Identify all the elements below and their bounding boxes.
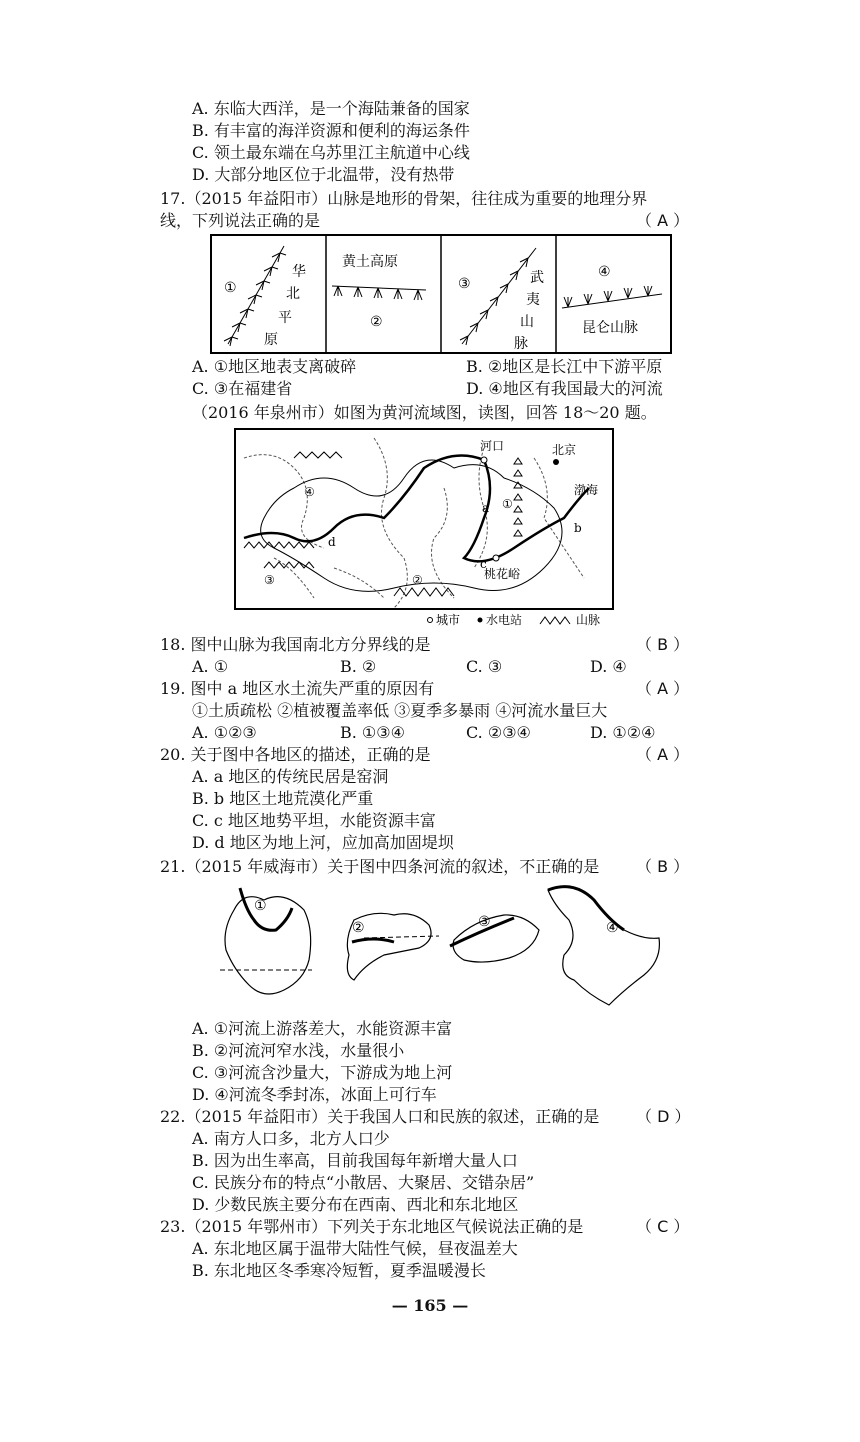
q19-option-a: A. ①②③: [192, 723, 257, 742]
q19-option-b: B. ①③④: [340, 723, 405, 742]
q18-option-d: D. ④: [590, 657, 627, 676]
four-rivers-figure: [214, 880, 670, 1010]
panel2-mountain-symbol: [332, 286, 426, 300]
panel1-label-3: 平: [278, 310, 292, 326]
mountain-symbols: [244, 452, 522, 596]
q20-answer: （ A ）: [636, 745, 690, 764]
q20-stem: 20. 关于图中各地区的描述，正确的是: [160, 745, 431, 764]
q23-stem: 23.（2015 年鄂州市）下列关于东北地区气候说法正确的是: [160, 1217, 584, 1236]
river-2: [352, 939, 394, 942]
label-beijing: 北京: [552, 443, 577, 457]
q22-stem: 22.（2015 年益阳市）关于我国人口和民族的叙述，正确的是: [160, 1107, 600, 1126]
yellow-river-map: [234, 428, 616, 632]
legend-mountain: 山脉: [576, 613, 601, 627]
label-bohai: 渤海: [574, 483, 599, 497]
beijing-city-dot: [553, 459, 559, 465]
province-3-outline: [450, 914, 539, 962]
q22-option-d: D. 少数民族主要分布在西南、西北和东北地区: [192, 1195, 519, 1214]
q17-stem-cont: 线，下列说法正确的是: [160, 211, 321, 230]
q18-option-c: C. ③: [466, 657, 503, 676]
q23-answer: （ C ）: [636, 1217, 690, 1236]
label-b: b: [574, 521, 582, 535]
q18-option-a: A. ①: [192, 657, 229, 676]
q17-answer: （ A ）: [636, 211, 690, 230]
group-intro: （2016 年泉州市）如图为黄河流域图，读图，回答 18～20 题。: [192, 403, 657, 422]
q16-option-a: A. 东临大西洋，是一个海陆兼备的国家: [192, 99, 470, 118]
label-a: a: [482, 501, 490, 515]
q17-option-d: D. ④地区有我国最大的河流: [466, 379, 663, 398]
legend-station-icon: [478, 618, 483, 623]
legend-mountain-icon: [540, 617, 570, 624]
q18-answer: （ B ）: [636, 635, 690, 654]
panel2-number: ②: [370, 314, 383, 330]
q17-option-c: C. ③在福建省: [192, 379, 293, 398]
q22-option-b: B. 因为出生率高，目前我国每年新增大量人口: [192, 1151, 518, 1170]
label-mountain-2: ②: [412, 573, 423, 587]
mountain-panels-figure: [210, 234, 672, 354]
legend-station: 水电站: [486, 613, 523, 627]
panel4-mountain-symbol: [562, 286, 662, 308]
river-3-label: ③: [478, 914, 491, 930]
q20-option-a: A. a 地区的传统民居是窑洞: [192, 767, 389, 786]
q23-option-b: B. 东北地区冬季寒冷短暂，夏季温暖漫长: [192, 1261, 486, 1280]
page-number: — 165 —: [391, 1296, 469, 1315]
panel3-number: ③: [458, 276, 471, 292]
q21-option-c: C. ③河流含沙量大，下游成为地上河: [192, 1063, 453, 1082]
panel3-label-4: 脉: [514, 336, 528, 352]
taohuayu-dot: [493, 555, 499, 561]
label-mountain-1: ①: [502, 497, 513, 511]
label-mountain-4: ④: [304, 485, 315, 499]
panel4-label: 昆仑山脉: [582, 320, 638, 336]
q16-option-c: C. 领土最东端在乌苏里江主航道中心线: [192, 143, 470, 162]
q19-answer: （ A ）: [636, 679, 690, 698]
panel4-number: ④: [598, 264, 611, 280]
q17-option-b: B. ②地区是长江中下游平原: [466, 357, 663, 376]
q19-option-d: D. ①②④: [590, 723, 656, 742]
panel1-number: ①: [224, 280, 237, 296]
q17-option-a: A. ①地区地表支离破碎: [192, 357, 357, 376]
label-c: c: [480, 557, 487, 571]
q21-option-d: D. ④河流冬季封冻，冰面上可行车: [192, 1085, 437, 1104]
q20-option-c: C. c 地区地势平坦，水能资源丰富: [192, 811, 436, 830]
legend-city: 城市: [436, 613, 461, 627]
q16-option-b: B. 有丰富的海洋资源和便利的海运条件: [192, 121, 470, 140]
province-4-outline: [548, 887, 659, 1005]
q20-option-b: B. b 地区土地荒漠化严重: [192, 789, 374, 808]
province-2-outline: [347, 913, 439, 980]
q22-answer: （ D ）: [636, 1107, 691, 1126]
q21-stem: 21.（2015 年威海市）关于图中四条河流的叙述，不正确的是: [160, 857, 600, 876]
label-d: d: [328, 535, 336, 549]
q22-option-c: C. 民族分布的特点“小散居、大聚居、交错杂居”: [192, 1173, 535, 1192]
panel1-mountain-symbol: [224, 246, 286, 346]
q21-option-a: A. ①河流上游落差大，水能资源丰富: [192, 1019, 453, 1038]
panel3-label-1: 武: [530, 270, 544, 286]
q18-option-b: B. ②: [340, 657, 377, 676]
q19-option-c: C. ②③④: [466, 723, 531, 742]
river-1-label: ①: [254, 898, 267, 914]
legend-city-icon: [428, 618, 433, 623]
label-hekou: 河口: [480, 439, 505, 453]
label-taohuayu: 桃花峪: [484, 567, 521, 581]
province-1-outline: [220, 888, 312, 994]
label-mountain-3: ③: [264, 573, 275, 587]
q19-factors: ①土质疏松 ②植被覆盖率低 ③夏季多暴雨 ④河流水量巨大: [192, 701, 608, 720]
panel1-label-4: 原: [264, 332, 278, 348]
panel3-label-2: 夷: [526, 292, 540, 308]
q19-stem: 19. 图中 a 地区水土流失严重的原因有: [160, 679, 435, 698]
hekou-city-dot: [481, 457, 487, 463]
panel3-label-3: 山: [520, 314, 534, 330]
panel3-mountain-symbol: [460, 248, 536, 345]
panel2-label: 黄土高原: [342, 254, 398, 270]
q16-option-d: D. 大部分地区位于北温带，没有热带: [192, 165, 455, 184]
q18-stem: 18. 图中山脉为我国南北方分界线的是: [160, 635, 431, 654]
q23-option-a: A. 东北地区属于温带大陆性气候，昼夜温差大: [192, 1239, 518, 1258]
q21-option-b: B. ②河流河窄水浅，水量很小: [192, 1041, 405, 1060]
river-2-label: ②: [352, 920, 365, 936]
q21-answer: （ B ）: [636, 857, 690, 876]
q20-option-d: D. d 地区为地上河，应加高加固堤坝: [192, 833, 454, 852]
panel1-label-2: 北: [286, 286, 300, 302]
river-4-label: ④: [606, 920, 619, 936]
panel1-label-1: 华: [292, 264, 306, 280]
q17-stem: 17.（2015 年益阳市）山脉是地形的骨架，往往成为重要的地理分界: [160, 189, 648, 208]
q22-option-a: A. 南方人口多，北方人口少: [192, 1129, 390, 1148]
